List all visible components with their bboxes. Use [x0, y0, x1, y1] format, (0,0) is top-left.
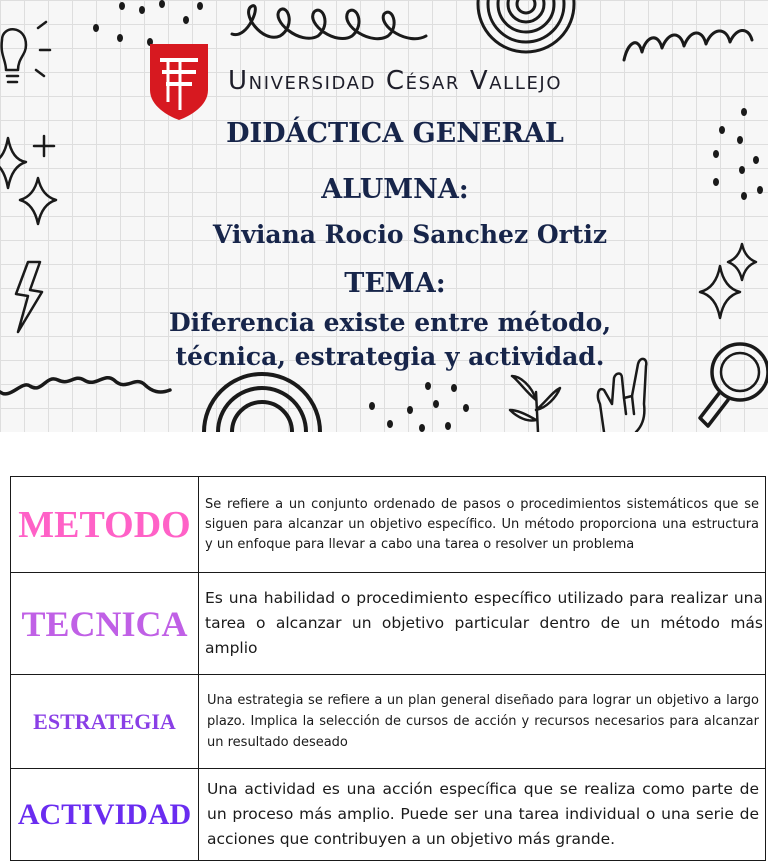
magnifier-icon	[700, 344, 768, 426]
definition-metodo: Se refiere a un conjunto ordenado de pasos o procedimientos sistemáticos que se siguen para alcanzar un objetivo específico. Un método proporciona una estructura y un enfoque para llevar a cabo una tarea o resolver un problema	[199, 477, 766, 573]
loops-doodle	[232, 6, 426, 39]
dots-right	[713, 108, 763, 200]
plant-icon	[510, 376, 560, 432]
definition-estrategia: Una estrategia se refiere a un plan general diseñado para lograr un objetivo a largo plazo. Implica la selección de cursos de acción y recursos necesarios para alcanzar un resultado deseado	[199, 675, 766, 769]
rainbow-icon	[204, 374, 320, 432]
cover-section	[0, 0, 768, 432]
wave-doodle	[0, 378, 170, 394]
university-name: Universidad César Vallejo	[228, 66, 563, 96]
zigzag-doodle	[624, 30, 752, 60]
topic-title: Diferencia existe entre método, técnica, estrategia y actividad.	[168, 308, 612, 371]
sparkle-icon	[0, 136, 56, 224]
topic-label: TEMA:	[344, 268, 446, 299]
term-cell	[11, 573, 199, 675]
table-row	[11, 477, 766, 573]
term-tecnica: TECNICA	[21, 603, 188, 644]
dots-bottom	[369, 382, 469, 432]
definitions-table	[10, 476, 766, 861]
table-row	[11, 769, 766, 861]
student-label: ALUMNA:	[321, 174, 469, 205]
term-estrategia: ESTRATEGIA	[33, 708, 176, 734]
definition-tecnica: Es una habilidad o procedimiento específico utilizado para realizar una tarea o alcanzar un objetivo particular dentro de un método más amplio	[199, 573, 766, 675]
term-cell	[11, 675, 199, 769]
table-row	[11, 675, 766, 769]
sparkle-icon	[700, 244, 756, 318]
term-metodo: METODO	[18, 503, 191, 546]
university-logo	[146, 42, 212, 122]
spiral-icon	[478, 0, 574, 52]
student-name: Viviana Rocio Sanchez Ortiz	[212, 220, 608, 249]
lightbulb-icon	[2, 22, 50, 82]
dots-top	[93, 0, 203, 46]
term-actividad: ACTIVIDAD	[17, 797, 192, 831]
course-title: DIDÁCTICA GENERAL	[226, 118, 564, 149]
lightning-icon	[16, 262, 42, 332]
table-row	[11, 573, 766, 675]
term-cell	[11, 769, 199, 861]
definition-actividad: Una actividad es una acción específica que se realiza como parte de un proceso más amplio. Puede ser una tarea individual o una serie de acciones que contribuyen a un objetivo más grande.	[199, 769, 766, 861]
term-cell	[11, 477, 199, 573]
